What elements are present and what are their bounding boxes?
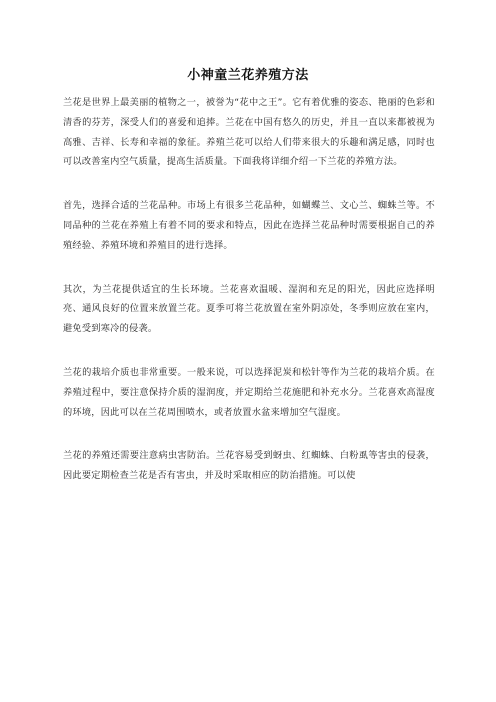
paragraph-intro: 兰花是世界上最美丽的植物之一，被誉为“花中之王”。它有着优雅的姿态、艳丽的色彩和清香的芬芳，深受人们的喜爱和追捧。兰花在中国有悠久的历史，并且一直以来都被视为高雅、吉祥、长寿和幸福的象征。养殖兰花可以给人们带来很大的乐趣和满足感，同时也可以改善室内空气质量，提高生活质量。下面我将详细介绍一下兰花的养殖方法。 (63, 97, 435, 168)
paragraph-variety-selection: 首先，选择合适的兰花品种。市场上有很多兰花品种，如蝴蝶兰、文心兰、蜘蛛兰等。不同品种的兰花在养殖上有着不同的要求和特点，因此在选择兰花品种时需要根据自己的养殖经验、养殖环境和养殖目的进行选择。 (63, 200, 435, 251)
paragraph-growing-medium: 兰花的栽培介质也非常重要。一般来说，可以选择泥炭和松针等作为兰花的栽培介质。在养殖过程中，要注意保持介质的湿润度，并定期给兰花施肥和补充水分。兰花喜欢高湿度的环境，因此可以在兰花周围喷水，或者放置水盆来增加空气湿度。 (63, 366, 435, 418)
paragraph-pest-control: 兰花的养殖还需要注意病虫害防治。兰花容易受到蚜虫、红蜘蛛、白粉虱等害虫的侵袭，因此要定期检查兰花是否有害虫，并及时采取相应的防治措施。可以使 (63, 450, 435, 482)
document-body (63, 93, 435, 510)
paragraph-growing-environment: 其次，为兰花提供适宜的生长环境。兰花喜欢温暖、湿润和充足的阳光，因此应选择明亮、通风良好的位置来放置兰花。夏季可将兰花放置在室外阴凉处，冬季则应放在室内，避免受到寒冷的侵袭。 (63, 283, 435, 335)
page-title: 小神童兰花养殖方法 (187, 68, 309, 83)
